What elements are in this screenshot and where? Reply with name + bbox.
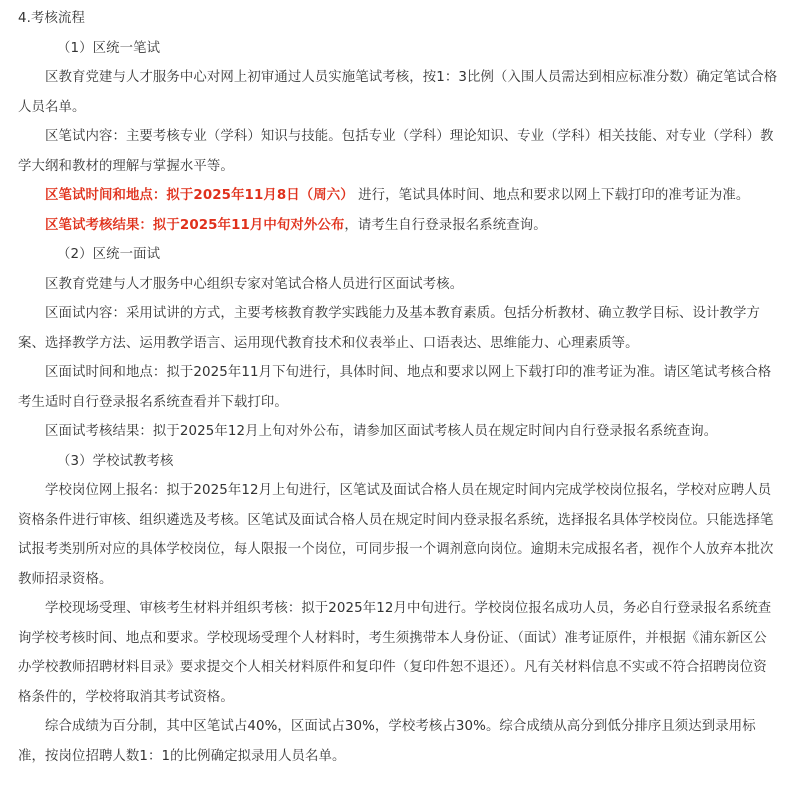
written-exam-result-text: ，请考生自行登录报名系统查询。 <box>344 217 547 233</box>
section-title: 4.考核流程 <box>18 11 85 26</box>
school-online-apply: 学校岗位网上报名：拟于2025年12月上旬进行，区笔试及面试合格人员在规定时间内完成学校岗位报名，学校对应聘人员资格条件进行审核、组织遴选及考核。区笔试及面试合格人员在规定时间内登录报名系统，选择报名具体学校岗位。只能选择笔试报考类别所对应的具体学校岗位，每人限报一个岗位，可同步报一个调剂意向岗位。逾期未完成报名者，视作个人放弃本批次教师招录资格。 <box>18 483 774 587</box>
interview-intro: 区教育党建与人才服务中心组织专家对笔试合格人员进行区面试考核。 <box>45 276 464 292</box>
school-onsite-review: 学校现场受理、审核考生材料并组织考核：拟于2025年12月中旬进行。学校岗位报名成功人员，务必自行登录报名系统查询学校考核时间、地点和要求。学校现场受理个人材料时，考生须携带本人身份证、（面试）准考证原件，并根据《浦东新区公办学校教师招聘材料目录》要求提交个人相关材料原件和复印件（复印件恕不退还）。凡有关材料信息不实或不符合招聘岗位资格条件的，学校将取消其考试资格。 <box>18 601 772 705</box>
school-assessment-heading: （3）学校试教考核 <box>57 453 174 469</box>
written-exam-intro: 区教育党建与人才服务中心对网上初审通过人员实施笔试考核，按1：3比例（入围人员需达到相应标准分数）确定笔试合格人员名单。 <box>18 70 778 115</box>
written-exam-time-place-highlight: 区笔试时间和地点：拟于2025年11月8日（周六） <box>45 188 354 203</box>
written-exam-result <box>18 211 780 241</box>
interview-time-place: 区面试时间和地点：拟于2025年11月下旬进行，具体时间、地点和要求以网上下载打印的准考证为准。请区笔试考核合格考生适时自行登录报名系统查看并下载打印。 <box>18 365 772 410</box>
article-body <box>18 4 780 771</box>
interview-result: 区面试考核结果：拟于2025年12月上旬对外公布，请参加区面试考核人员在规定时间内自行登录报名系统查询。 <box>45 424 718 439</box>
written-exam-content: 区笔试内容：主要考核专业（学科）知识与技能。包括专业（学科）理论知识、专业（学科）相关技能、对专业（学科）教学大纲和教材的理解与掌握水平等。 <box>18 129 774 174</box>
written-exam-time-place <box>18 181 780 211</box>
written-exam-time-place-text: 进行，笔试具体时间、地点和要求以网上下载打印的准考证为准。 <box>358 188 750 203</box>
written-exam-heading: （1）区统一笔试 <box>57 40 161 56</box>
interview-heading: （2）区统一面试 <box>57 247 161 262</box>
interview-content: 区面试内容：采用试讲的方式，主要考核教育教学实践能力及基本教育素质。包括分析教材、确立教学目标、设计教学方案、选择教学方法、运用教学语言、运用现代教育技术和仪表举止、口语表达、思维能力、心理素质等。 <box>18 306 760 351</box>
overall-score-rule: 综合成绩为百分制，其中区笔试占40%，区面试占30%，学校考核占30%。综合成绩从高分到低分排序且须达到录用标准，按岗位招聘人数1：1的比例确定拟录用人员名单。 <box>18 719 756 764</box>
written-exam-result-highlight: 区笔试考核结果：拟于2025年11月中旬对外公布 <box>45 217 345 233</box>
